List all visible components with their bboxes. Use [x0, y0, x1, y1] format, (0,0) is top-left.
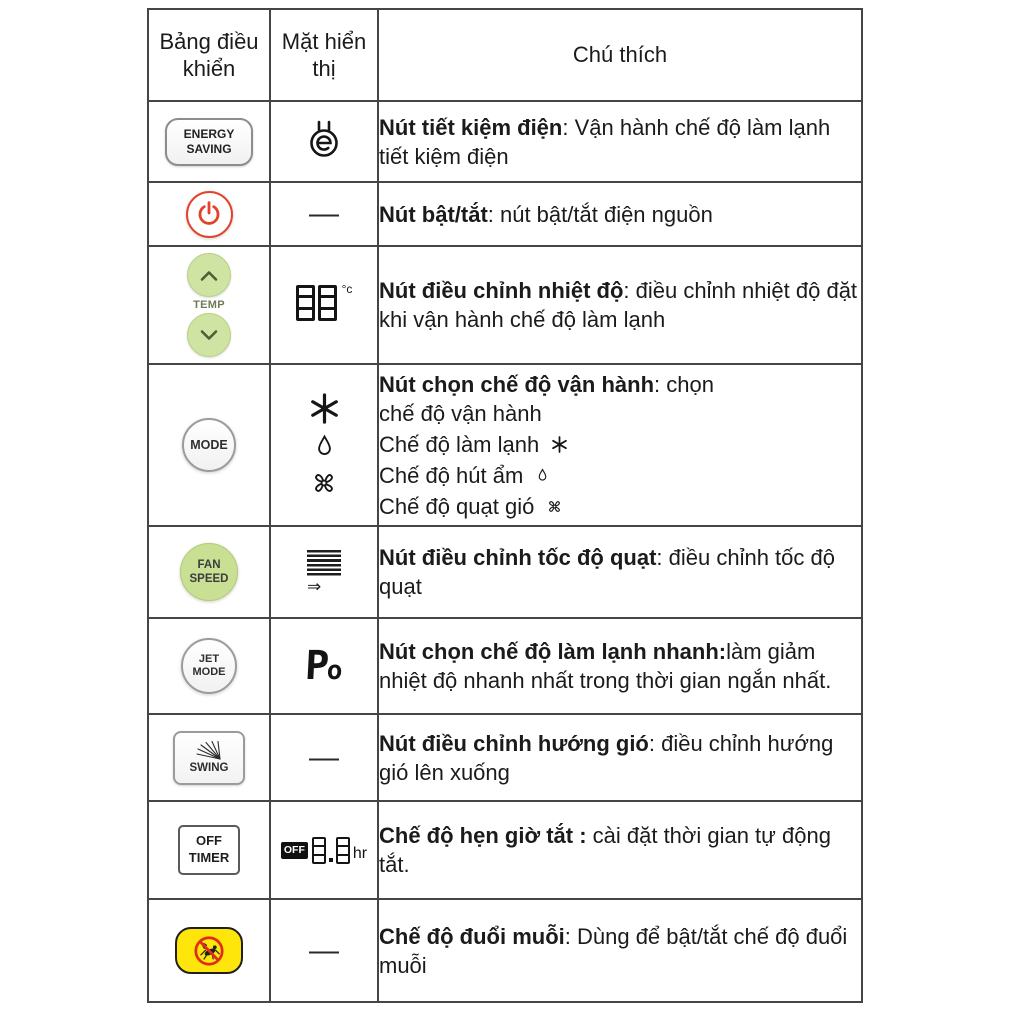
note-title: Nút điều chỉnh nhiệt độ — [379, 278, 624, 303]
control-cell — [148, 618, 270, 714]
header-display: Mặt hiển thị — [270, 9, 378, 101]
row-mode — [148, 364, 862, 526]
header-row — [148, 9, 862, 101]
control-cell — [148, 101, 270, 182]
display-cell — [270, 526, 378, 618]
note-title: Nút chọn chế độ làm lạnh nhanh: — [379, 639, 727, 664]
mosquito-away-button — [175, 927, 243, 974]
display-cell — [270, 246, 378, 364]
note-cell: Chế độ hẹn giờ tắt : cài đặt thời gian tự động tắt. — [378, 801, 862, 899]
fan-icon — [310, 469, 338, 497]
control-cell — [148, 526, 270, 618]
note-cell: Nút chọn chế độ vận hành: chọn chế độ vận hành Chế độ làm lạnh Chế độ hút ẩm Chế độ quạt gió — [378, 364, 862, 526]
mode-line-cool: Chế độ làm lạnh — [379, 430, 861, 459]
fan-speed-button: FAN SPEED — [180, 543, 238, 601]
control-cell — [148, 182, 270, 246]
row-mosquito-away — [148, 899, 862, 1002]
control-cell — [148, 246, 270, 364]
control-cell — [148, 899, 270, 1002]
mode-line-dry: Chế độ hút ẩm — [379, 461, 861, 490]
seven-segment-digit — [318, 285, 337, 321]
snowflake-icon — [551, 436, 568, 453]
note-title: Chế độ hẹn giờ tắt : — [379, 823, 587, 848]
seven-segment-digit — [296, 285, 315, 321]
header-note: Chú thích — [378, 9, 862, 101]
fan-speed-lines-icon — [307, 550, 341, 577]
note-cell: Nút bật/tắt: nút bật/tắt điện nguồn — [378, 182, 862, 246]
display-cell — [270, 618, 378, 714]
note-cell: Chế độ đuổi muỗi: Dùng để bật/tắt chế độ đuổi muỗi — [378, 899, 862, 1002]
decimal-dot — [329, 858, 333, 862]
note-title: Nút bật/tắt — [379, 201, 488, 227]
energy-saving-button: ENERGY SAVING — [165, 118, 253, 166]
dash: — — [309, 740, 339, 774]
temperature-digital-display — [296, 281, 353, 321]
seven-segment-digit — [336, 837, 350, 864]
note-title: Nút điều chỉnh tốc độ quạt — [379, 545, 657, 570]
control-cell — [148, 801, 270, 899]
header-control-panel: Bảng điều khiển — [148, 9, 270, 101]
power-button — [186, 191, 233, 238]
row-temperature — [148, 246, 862, 364]
note-cell: Nút chọn chế độ làm lạnh nhanh:làm giảm nhiệt độ nhanh nhất trong thời gian ngắn nhất. — [378, 618, 862, 714]
off-timer-button: OFF TIMER — [178, 825, 240, 875]
temp-label: TEMP — [193, 299, 225, 311]
row-jet-mode — [148, 618, 862, 714]
snowflake-icon — [309, 393, 340, 424]
swing-louver-icon — [193, 741, 225, 761]
display-cell — [270, 101, 378, 182]
dash: — — [309, 933, 339, 967]
seven-segment-digit — [312, 837, 326, 864]
control-cell — [148, 364, 270, 526]
remote-guide-table — [147, 8, 863, 1003]
plug-e-icon — [307, 119, 341, 159]
mode-line-fan: Chế độ quạt gió — [379, 492, 861, 521]
droplet-icon — [312, 434, 337, 459]
note-title: Nút chọn chế độ vận hành — [379, 371, 655, 397]
jet-mode-button: JET MODE — [181, 638, 237, 694]
off-badge: OFF — [281, 842, 308, 859]
fan-speed-display — [307, 550, 341, 595]
chevron-up-icon — [199, 269, 219, 282]
note-cell: Nút điều chỉnh nhiệt độ: điều chỉnh nhiệt độ đặt khi vận hành chế độ làm lạnh — [378, 246, 862, 364]
temp-button-group — [149, 253, 269, 357]
chevron-down-icon — [199, 329, 219, 342]
dash: — — [309, 197, 339, 230]
timer-digital-display — [281, 837, 367, 864]
display-cell — [270, 364, 378, 526]
jet-mode-digital-display: Po — [303, 643, 344, 689]
control-cell — [148, 714, 270, 801]
note-title: Chế độ đuổi muỗi — [379, 923, 565, 949]
display-cell — [270, 182, 378, 246]
arrow-right-icon: ⇒ — [307, 576, 322, 596]
hour-unit: hr — [352, 844, 368, 862]
note-cell: Nút tiết kiệm điện: Vận hành chế độ làm lạnh tiết kiệm điện — [378, 101, 862, 182]
display-cell — [270, 801, 378, 899]
mode-button: MODE — [182, 418, 236, 472]
note-cell: Nút điều chỉnh tốc độ quạt: điều chỉnh tốc độ quạt — [378, 526, 862, 618]
temp-up-button — [187, 253, 231, 297]
display-cell — [270, 714, 378, 801]
swing-button: SWING — [173, 731, 245, 785]
row-off-timer — [148, 801, 862, 899]
temp-down-button — [187, 313, 231, 357]
degree-unit: °c — [341, 281, 353, 296]
mode-display-icons — [271, 393, 377, 497]
row-swing — [148, 714, 862, 801]
power-icon — [196, 200, 222, 228]
display-cell — [270, 899, 378, 1002]
no-mosquito-icon — [190, 935, 228, 967]
fan-icon — [546, 498, 563, 515]
row-fan-speed — [148, 526, 862, 618]
row-energy-saving — [148, 101, 862, 182]
note-title: Nút tiết kiệm điện — [379, 114, 563, 140]
note-cell: Nút điều chỉnh hướng gió: điều chỉnh hướng gió lên xuống — [378, 714, 862, 801]
droplet-icon — [535, 468, 550, 483]
note-title: Nút điều chỉnh hướng gió — [379, 730, 649, 756]
row-power — [148, 182, 862, 246]
